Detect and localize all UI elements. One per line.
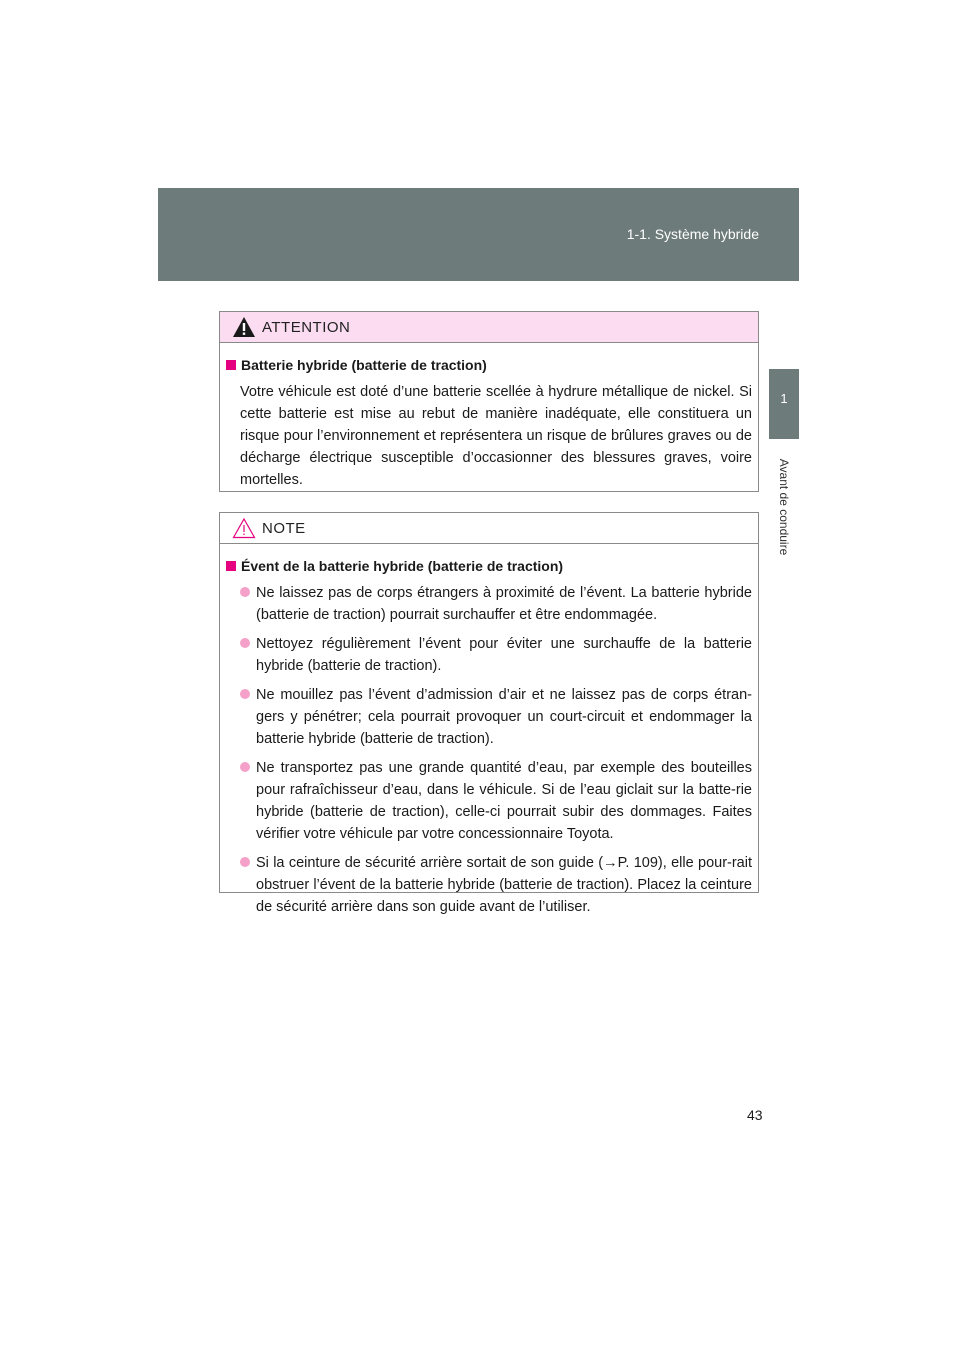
bullet-dot-icon [240, 587, 250, 597]
note-list [226, 582, 752, 918]
list-item-text: Ne transportez pas une grande quantité d’eau, par exemple des bouteilles pour rafraîchisseur d’eau, dans le véhicule. Si de l’eau giclait sur la batte-rie hybride (batterie de traction), celle-ci pourrait subir des dommages. Faites vérifier votre véhicule par votre concessionnaire Toyota. [256, 760, 752, 842]
chapter-number: 1 [780, 391, 788, 406]
bullet-dot-icon [240, 689, 250, 699]
caution-outline-icon [232, 517, 256, 539]
note-body [220, 544, 758, 918]
bullet-dot-icon [240, 857, 250, 867]
list-item [226, 633, 752, 677]
note-title: NOTE [262, 519, 306, 537]
square-bullet-icon [226, 360, 236, 370]
attention-body [220, 343, 758, 491]
attention-heading [226, 355, 752, 375]
attention-heading-text: Batterie hybride (batterie de traction) [241, 357, 487, 373]
list-item [226, 684, 752, 750]
header-band [158, 188, 799, 281]
bullet-dot-icon [240, 638, 250, 648]
note-panel [219, 512, 759, 915]
attention-title: ATTENTION [262, 318, 351, 336]
bullet-dot-icon [240, 762, 250, 772]
attention-text: Votre véhicule est doté d’une batterie scellée à hydrure métallique de nickel. Si cette batterie est mise au rebut de manière inadéquate, elle constituera un risque pour l’environnement et représentera un risque de brûlures graves ou de décharge électrique susceptible d’occasionner des blessures graves, voire mortelles. [240, 384, 752, 488]
note-header [220, 513, 758, 544]
page-number: 43 [747, 1107, 763, 1123]
list-item-text: Ne mouillez pas l’évent d’admission d’air et ne laissez pas de corps étran-gers y pénétrer; cela pourrait provoquer un court-circuit et endommager la batterie hybride (batterie de traction). [256, 687, 752, 747]
list-item-text: Si la ceinture de sécurité arrière sortait de son guide (→P. 109), elle pour-rait obstruer l’évent de la batterie hybride (batterie de traction). Placez la ceinture de sécurité arrière dans son guide avant de l’utiliser. [256, 855, 752, 915]
note-heading-text: Évent de la batterie hybride (batterie de traction) [241, 558, 564, 574]
chapter-tab[interactable] [769, 369, 799, 439]
section-title: 1-1. Système hybride [626, 226, 759, 242]
list-item [226, 852, 752, 918]
note-heading [226, 556, 752, 576]
list-item-text: Nettoyez régulièrement l’évent pour éviter une surchauffe de la batterie hybride (batterie de traction). [256, 636, 752, 674]
square-bullet-icon [226, 561, 236, 571]
chapter-label [769, 439, 799, 574]
attention-panel [219, 311, 759, 492]
list-item [226, 582, 752, 626]
list-item-text: Ne laissez pas de corps étrangers à proximité de l’évent. La batterie hybride (batterie de traction) pourrait surchauffer et être endommagée. [256, 585, 752, 623]
chapter-title: Avant de conduire [777, 458, 791, 555]
warning-icon [232, 316, 256, 338]
list-item [226, 757, 752, 845]
attention-header [220, 312, 758, 343]
side-tab-spacer [769, 281, 799, 369]
